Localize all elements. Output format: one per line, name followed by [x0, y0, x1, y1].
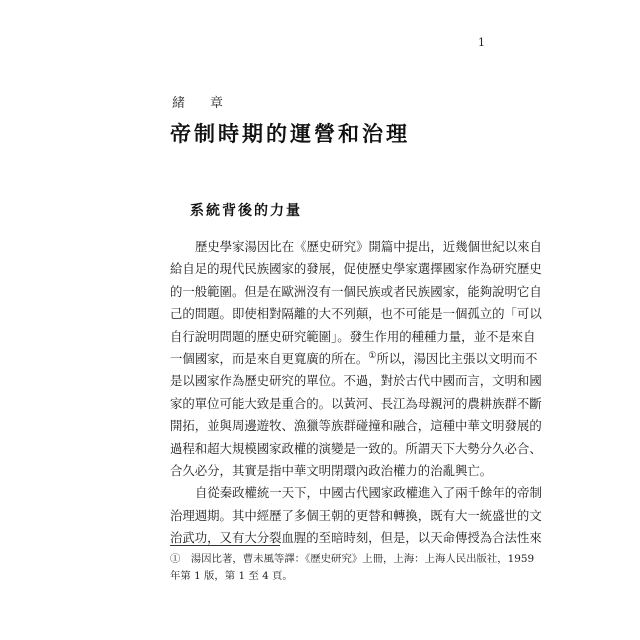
- body-line-with-footnote: [170, 348, 538, 370]
- body-line: 開拓，並與周邊遊牧、漁獵等族群碰撞和融合，這種中華文明發展的: [170, 418, 542, 434]
- footnote-line: [170, 551, 535, 568]
- body-line: 家的單位可能大致是重合的。以黃河、長江為母親河的農耕族群不斷: [170, 395, 542, 411]
- body-line: 過程和超大規模國家政權的演變是一致的。所謂天下大勢分久必合、: [170, 440, 542, 456]
- footnote: [170, 551, 535, 585]
- body-line: 自行說明問題的歷史研究範圍」。發生作用的種種力量，並不是來自: [170, 328, 536, 344]
- footnote-reference[interactable]: ①: [368, 350, 377, 361]
- body-line-part: 一個國家，而是來自更寬廣的所在。: [170, 350, 369, 366]
- body-text: [170, 236, 542, 549]
- chapter-label: 緒 章: [172, 96, 230, 111]
- body-line: 合久必分，其實是指中華文明閉環內政治權力的治亂興亡。: [170, 462, 493, 478]
- section-heading: 系統背後的力量: [190, 203, 302, 219]
- body-line: 歷史學家湯因比在《歷史研究》開篇中提出，近幾個世紀以來自: [195, 239, 542, 254]
- footnote-divider: [170, 545, 280, 546]
- body-line: 是以國家作為歷史研究的單位。不過，對於古代中國而言，文明和國: [170, 373, 542, 389]
- page-number: 1: [478, 36, 485, 49]
- body-line: 自從秦政權統一天下，中國古代國家政權進入了兩千餘年的帝制: [195, 485, 542, 501]
- body-line: 治武功，又有大分裂血腥的至暗時刻，但是，以天命傳授為合法性來: [170, 530, 542, 546]
- footnote-marker: ①: [170, 553, 181, 565]
- body-line: 己的問題。即使相對隔離的大不列顛，也不可能是一個孤立的「可以: [170, 306, 542, 322]
- body-line-part: 所以，湯因比主張以文明而不: [376, 350, 538, 366]
- body-line: 給自足的現代民族國家的發展，促使歷史學家選擇國家作為研究歷史: [170, 261, 542, 277]
- body-line: 的一般範圍。但是在歐洲沒有一個民族或者民族國家，能夠說明它自: [170, 283, 542, 299]
- footnote-line: 年第 1 版，第 1 至 4 頁。: [170, 570, 293, 582]
- body-line: 治理週期。其中經歷了多個王朝的更替和轉換，既有大一統盛世的文: [170, 507, 542, 523]
- footnote-text: 湯因比著，曹未風等譯：《歷史研究》上冊，上海：上海人民出版社，1959: [190, 553, 535, 565]
- chapter-title: 帝制時期的運營和治理: [170, 121, 410, 146]
